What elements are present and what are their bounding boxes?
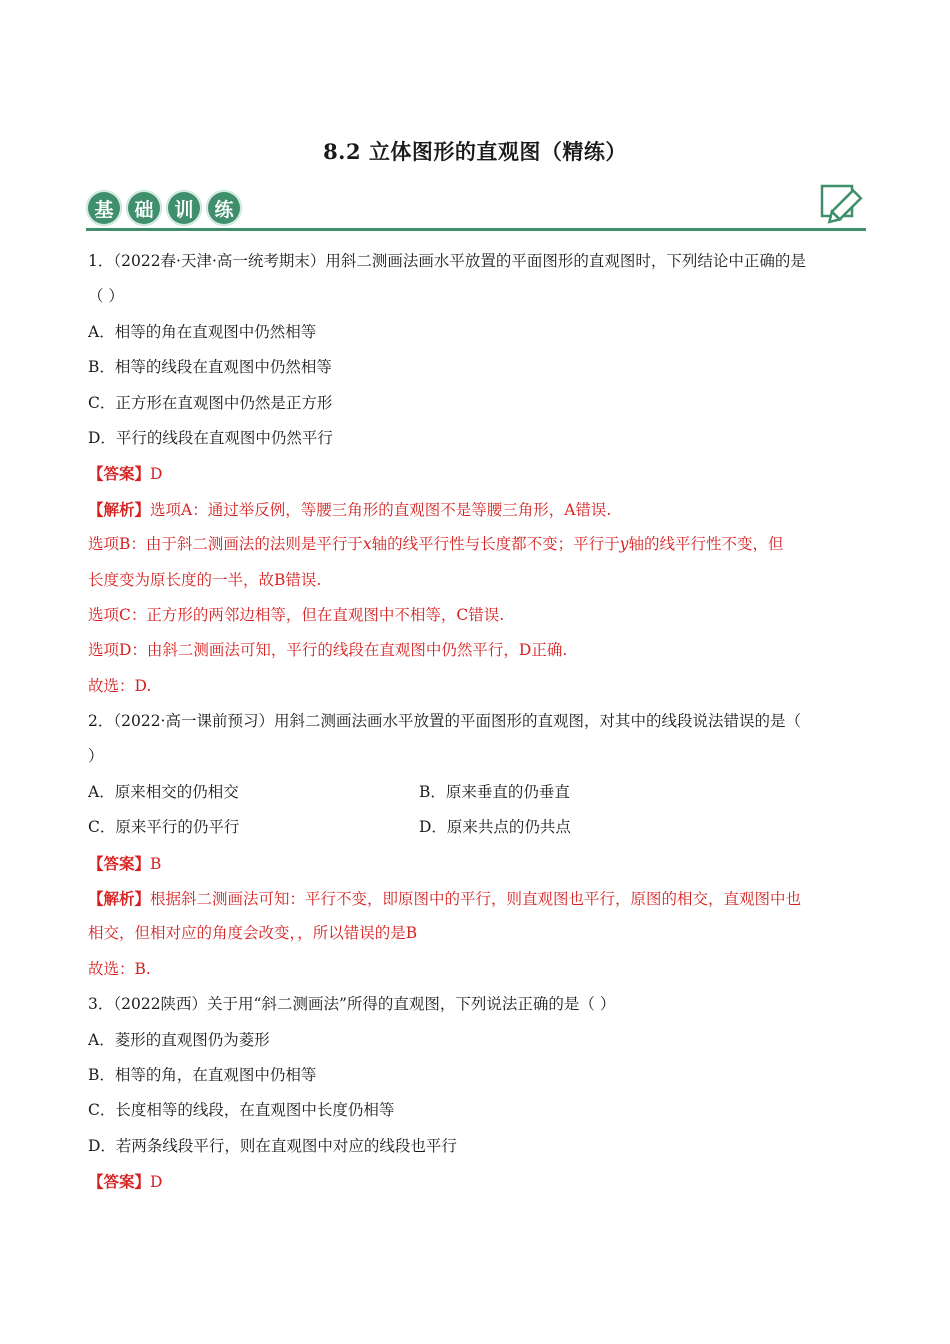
- q2-options-row-1: [88, 775, 868, 810]
- q2-answer: [88, 846, 868, 881]
- answer-tag: 【答案】: [88, 464, 151, 484]
- q2-option-c: C．原来平行的仍平行: [88, 818, 240, 837]
- q1-option-b: B．相等的线段在直观图中仍然相等: [88, 358, 332, 377]
- analysis-tag: 【解析】: [88, 889, 151, 909]
- analysis-text: 轴的线平行性不变，但: [628, 535, 784, 554]
- q3-option-d: D．若两条线段平行，则在直观图中对应的线段也平行: [88, 1136, 457, 1155]
- q1-analysis-2: [88, 527, 868, 562]
- q2-conclusion: 故选：B.: [88, 959, 151, 978]
- q2-analysis-1: [88, 881, 868, 916]
- q2-option-b: B．原来垂直的仍垂直: [419, 782, 570, 801]
- analysis-text: 根据斜二测画法可知：平行不变，即原图中的平行，则直观图也平行，原图的相交，直观图中也: [150, 890, 802, 909]
- banner-char-chu: 础: [126, 190, 162, 226]
- q1-analysis-4: 选项C：正方形的两邻边相等，但在直观图中不相等，C错误.: [88, 605, 505, 624]
- analysis-text: 轴的线平行性与长度都不变；平行于: [371, 535, 620, 554]
- q1-stem: 1．（2022春·天津·高一统考期末）用斜二测画法画水平放置的平面图形的直观图时，下列结论中正确的是: [88, 252, 806, 270]
- q1-answer: [88, 456, 868, 491]
- answer-value: D: [150, 465, 163, 484]
- q1-conclusion: 故选：D.: [88, 676, 152, 695]
- q2-option-d: D．原来共点的仍共点: [419, 818, 571, 837]
- pencil-icon: [820, 184, 866, 230]
- section-banner: [86, 190, 866, 236]
- q3-option-a: A．菱形的直观图仍为菱形: [88, 1030, 270, 1049]
- question-list: [88, 244, 868, 1200]
- analysis-text: 选项B：由于斜二测画法的法则是平行于: [88, 535, 363, 554]
- q1-option-a: A．相等的角在直观图中仍然相等: [88, 322, 317, 341]
- banner-badges: [86, 190, 242, 226]
- q2-option-a: A．原来相交的仍相交: [88, 782, 239, 801]
- q3-stem: 3．（2022陕西）关于用“斜二测画法”所得的直观图，下列说法正确的是（ ）: [88, 995, 616, 1014]
- q1-analysis-5: 选项D：由斜二测画法可知，平行的线段在直观图中仍然平行，D正确.: [88, 641, 568, 660]
- q2-options-row-2: [88, 810, 868, 845]
- q2-stem-close: ）: [88, 747, 104, 766]
- q2-stem: 2．（2022·高一课前预习）用斜二测画法画水平放置的平面图形的直观图，对其中的线段说法错误的是（: [88, 712, 801, 731]
- x-variable: x: [362, 535, 372, 554]
- answer-value: D: [150, 1173, 163, 1192]
- q3-option-c: C．长度相等的线段，在直观图中长度仍相等: [88, 1101, 395, 1120]
- q3-option-b: B．相等的角，在直观图中仍相等: [88, 1065, 317, 1084]
- page-title: 8.2 立体图形的直观图（精练）: [323, 139, 627, 164]
- q1-option-c: C．正方形在直观图中仍然是正方形: [88, 393, 333, 412]
- q1-option-d: D．平行的线段在直观图中仍然平行: [88, 428, 333, 447]
- q3-answer: [88, 1164, 868, 1199]
- answer-value: B: [150, 854, 162, 873]
- analysis-tag: 【解析】: [88, 499, 151, 519]
- q1-analysis-3: 长度变为原长度的一半，故B错误.: [88, 570, 322, 589]
- answer-tag: 【答案】: [88, 1172, 151, 1192]
- q2-analysis-2: 相交，但相对应的角度会改变，，所以错误的是B: [88, 924, 418, 943]
- banner-char-lian: 练: [206, 190, 242, 226]
- analysis-text: 选项A：通过举反例，等腰三角形的直观图不是等腰三角形，A错误.: [150, 500, 612, 519]
- banner-rule: [86, 228, 866, 231]
- y-variable: y: [619, 535, 629, 554]
- q1-analysis-1: [88, 492, 868, 527]
- q1-paren: （ ）: [88, 287, 124, 306]
- banner-char-xun: 训: [166, 190, 202, 226]
- banner-char-ji: 基: [86, 190, 122, 226]
- answer-tag: 【答案】: [88, 853, 151, 873]
